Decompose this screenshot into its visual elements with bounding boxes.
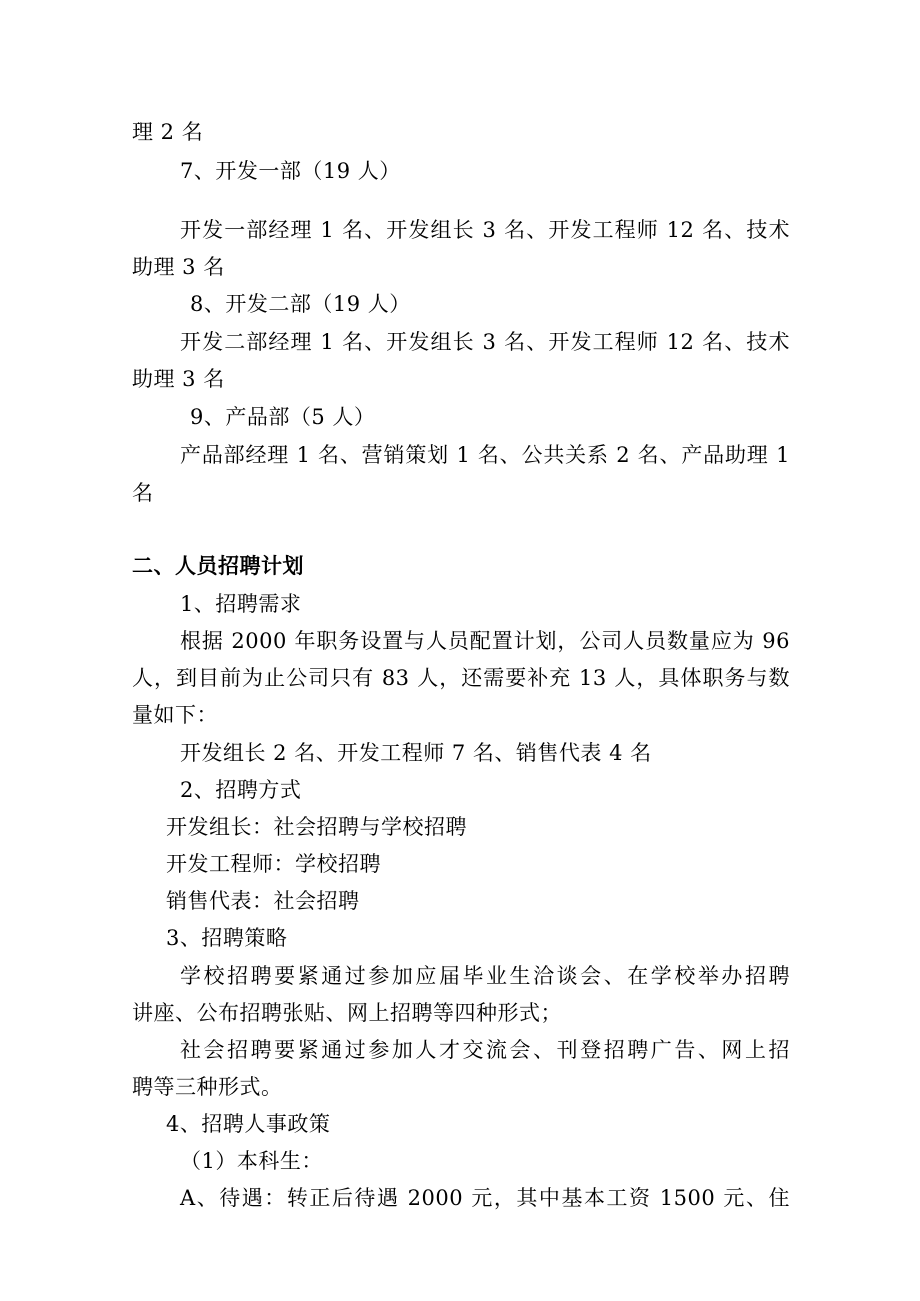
- section-heading: 9、产品部（5 人）: [190, 405, 376, 429]
- text-line: 开发组长 2 名、开发工程师 7 名、销售代表 4 名: [180, 741, 652, 765]
- chapter-heading: 二、人员招聘计划: [132, 553, 304, 578]
- text-line: 开发一部经理 1 名、开发组长 3 名、开发工程师 12 名、技术: [180, 218, 790, 242]
- text-line: 社会招聘要紧通过参加人才交流会、刊登招聘广告、网上招: [180, 1038, 790, 1062]
- section-heading: 7、开发一部（19 人）: [180, 159, 401, 183]
- text-line: A、待遇：转正后待遇 2000 元，其中基本工资 1500 元、住: [180, 1186, 790, 1210]
- text-line: 理 2 名: [132, 120, 204, 144]
- section-heading: 4、招聘人事政策: [166, 1112, 331, 1136]
- text-line: 根据 2000 年职务设置与人员配置计划，公司人员数量应为 96: [180, 629, 790, 653]
- text-line: 聘等三种形式。: [132, 1075, 283, 1099]
- text-line: 学校招聘要紧通过参加应届毕业生洽谈会、在学校举办招聘: [180, 964, 790, 988]
- text-line: 名: [132, 481, 154, 505]
- subsection-heading: （1）本科生：: [180, 1149, 323, 1173]
- text-line: 助理 3 名: [132, 255, 225, 279]
- text-line: 销售代表：社会招聘: [166, 889, 360, 913]
- text-line: 量如下：: [132, 703, 218, 727]
- text-line: 产品部经理 1 名、营销策划 1 名、公共关系 2 名、产品助理 1: [180, 443, 790, 467]
- text-line: 开发工程师：学校招聘: [166, 852, 381, 876]
- text-line: 助理 3 名: [132, 367, 225, 391]
- text-line: 开发二部经理 1 名、开发组长 3 名、开发工程师 12 名、技术: [180, 330, 790, 354]
- text-line: 人，到目前为止公司只有 83 人，还需要补充 13 人，具体职务与数: [132, 666, 790, 690]
- section-heading: 8、开发二部（19 人）: [190, 292, 411, 316]
- section-heading: 3、招聘策略: [166, 926, 288, 950]
- section-heading: 2、招聘方式: [180, 778, 302, 802]
- text-line: 讲座、公布招聘张贴、网上招聘等四种形式；: [132, 1001, 562, 1025]
- text-line: 开发组长：社会招聘与学校招聘: [166, 815, 467, 839]
- section-heading: 1、招聘需求: [180, 592, 302, 616]
